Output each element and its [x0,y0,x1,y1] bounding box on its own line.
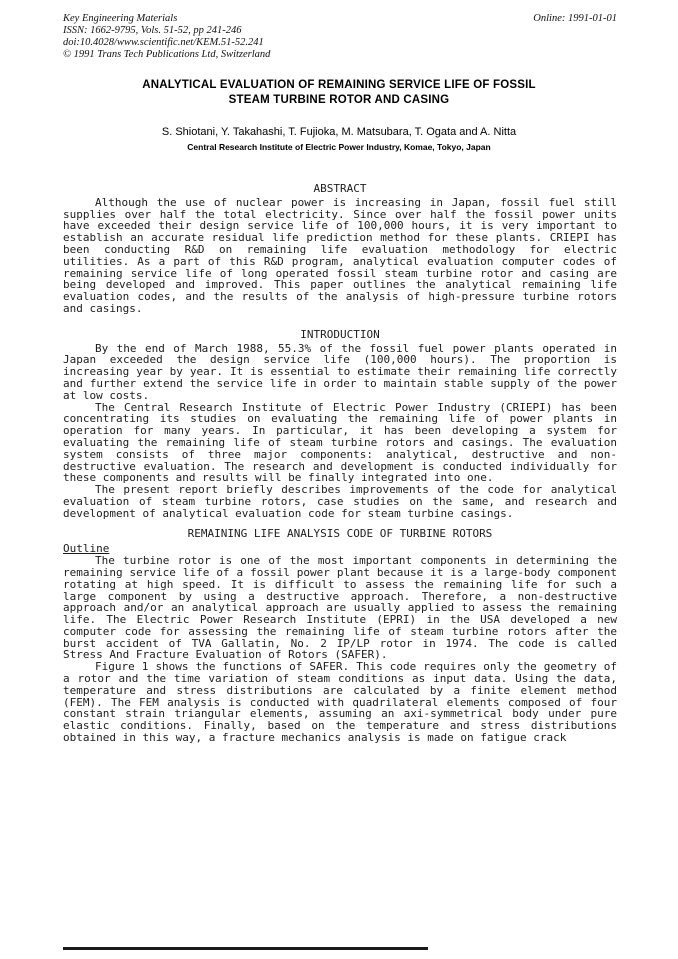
paper-body [0,183,678,744]
introduction-paragraph-2: The Central Research Institute of Electric Power Industry (CRIEPI) has been concentrating its studies on evaluating the remaining life of power plants in operation for many years. In particular, it has been developing a system for evaluating the remaining life of steam turbine rotors and casings. The evaluation system consists of three major components: analytical, destructive and non-destructive evaluation. The research and development is conducted individually for these components and results will be finally integrated into one. [63,400,617,485]
rotors-heading: REMAINING LIFE ANALYSIS CODE OF TURBINE ROTORS [187,526,493,540]
introduction-heading: INTRODUCTION [300,327,380,341]
journal-title: Key Engineering Materials [63,13,178,24]
online-date: Online: 1991-01-01 [533,13,617,24]
scan-artifact-line [63,947,428,950]
rotors-paragraph-1: The turbine rotor is one of the most important components in determining the remaining service life of a fossil power plant because it is a large-body component rotating at high speed. It is difficult to assess the remaining life for such a large component by using a destructive approach. Therefore, a non-destructive approach and/or an analytical approach are usually applied to assess the remaining life. The Electric Power Research Institute (EPRI) in the USA developed a new computer code for assessing the remaining life of steam turbine rotors after the burst accident of TVA Gallatin, No. 2 IP/LP rotor in 1974. The code is called Stress And Fracture Evaluation of Rotors (SAFER). [63,554,617,662]
paper-title-line-2: STEAM TURBINE ROTOR AND CASING [228,94,450,106]
rotors-paragraph-2: Figure 1 shows the functions of SAFER. This code requires only the geometry of a rotor and the time variation of steam conditions as input data. Using the data, temperature and stress distributions are calculated by a finite element method (FEM). The FEM analysis is conducted with quadrilateral elements composed of four constant strain triangular elements, assuming an axi-symmetrical body under pure elastic conditions. Finally, based on the temperature and stress distributions obtained in this way, a fracture mechanics analysis is made on fatigue crack [63,660,617,745]
journal-header [0,0,678,61]
journal-header-left [63,13,270,61]
abstract-heading: ABSTRACT [313,182,367,195]
rotors-subheading-outline: Outline [63,542,110,556]
doi-line: doi:10.4028/www.scientific.net/KEM.51-52.241 [63,37,264,48]
introduction-paragraph-1: By the end of March 1988, 55.3% of the fossil fuel power plants operated in Japan exceeded the design service life (100,000 hours). The proportion is increasing year by year. It is essential to estimate their remaining life correctly and further extend the service life in order to maintain stable supply of the power at low costs. [63,341,617,402]
abstract-paragraph: Although the use of nuclear power is increasing in Japan, fossil fuel still supplies over half the total electricity. Since over half the fossil power units have exceeded their design service life of 100,000 hours, it is very important to establish an accurate residual life prediction method for these plants. CRIEPI has been conducting R&D on remaining life evaluation methodology for electric utilities. As a part of this R&D program, analytical evaluation computer codes of remaining service life of long operated fossil steam turbine rotor and casing are being developed and improved. This paper outlines the analytical remaining life evaluation codes, and the results of the analysis of high-pressure turbine rotors and casings. [63,195,617,315]
introduction-paragraph-3: The present report briefly describes improvements of the code for analytical evaluation of steam turbine rotors, case studies on the same, and research and development of analytical evaluation code for steam turbine casings. [63,483,617,520]
section-introduction [63,329,617,520]
affiliation-line: Central Research Institute of Electric Power Industry, Komae, Tokyo, Japan [187,142,491,152]
section-rotors [63,528,617,744]
section-abstract [63,183,617,315]
paper-title [0,78,678,108]
authors-line: S. Shiotani, Y. Takahashi, T. Fujioka, M. Matsubara, T. Ogata and A. Nitta [161,126,517,138]
copyright-line: © 1991 Trans Tech Publications Ltd, Switzerland [63,49,271,60]
paper-title-line-1: ANALYTICAL EVALUATION OF REMAINING SERVICE LIFE OF FOSSIL [142,79,536,91]
issn-line: ISSN: 1662-9795, Vols. 51-52, pp 241-246 [63,25,242,36]
